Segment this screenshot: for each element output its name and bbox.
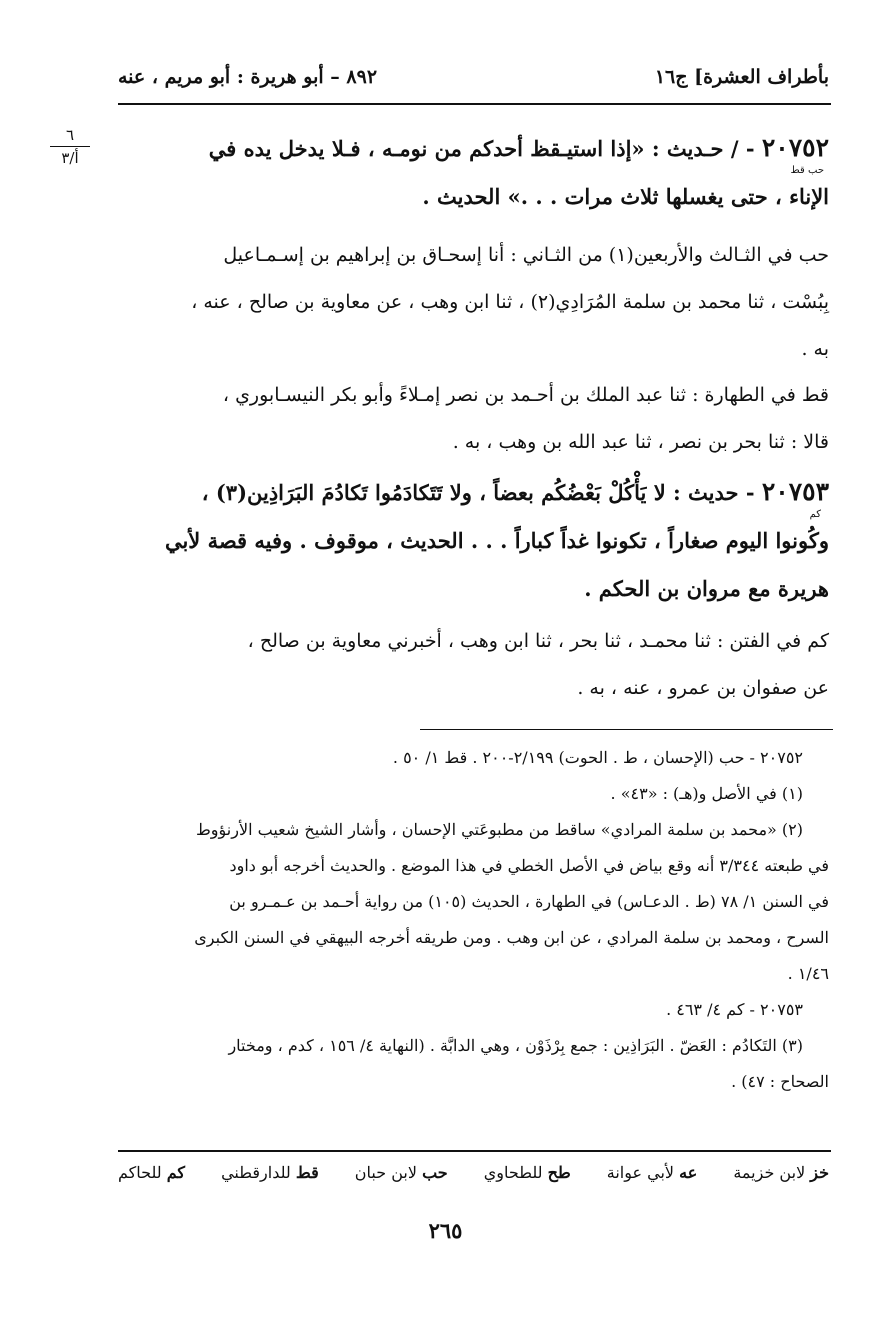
hadith-20753-line1	[118, 468, 829, 517]
prose-line: حب في الثـالث والأربعين(١) من الثـاني : أنا إسحـاق بن إبراهيم بن إسـمـاعيل	[223, 244, 829, 266]
footnote-3-cont: الصحاح : ٤٧) .	[731, 1072, 829, 1091]
footnote-2-cont: في السنن ١/ ٧٨ (ط . الدعـاس) في الطهارة ، الحديث (١٠٥) من رواية أحـمد بن عـمـرو بن	[229, 892, 829, 911]
abbrev-code: كم	[166, 1163, 186, 1182]
hadith-text: وكُونوا اليوم صغاراً ، تكونوا غداً كباراً . . . الحديث ، موقوف . وفيه قصة لأبي	[164, 528, 829, 553]
header-divider	[118, 103, 831, 105]
abbrev-code: حب	[422, 1163, 448, 1182]
page-number: ٢٦٥	[428, 1218, 463, 1243]
margin-ref-top: ٦	[65, 126, 75, 144]
running-header-section: ٨٩٢ – أبو هريرة : أبو مريم ، عنه	[118, 66, 378, 88]
abbrev-item	[733, 1163, 829, 1193]
prose-line: قالا : ثنا بحر بن نصر ، ثنا عبد الله بن وهب ، به .	[452, 431, 829, 453]
footnote-ref-20752: ٢٠٧٥٢ - حب (الإحسان ، ط . الحوت) ٢/١٩٩-٢٠٠ . قط ١/ ٥٠ .	[392, 748, 803, 767]
prose-line: كم في الفتن : ثنا محمـد ، ثنا بحر ، ثنا ابن وهب ، أخبرني معاوية بن صالح ،	[247, 630, 829, 652]
abbrev-name: لأبي عوانة	[606, 1163, 675, 1182]
source-sigla: كم	[809, 509, 821, 520]
hadith-20752-line1	[118, 124, 829, 173]
abbrev-code: عه	[679, 1163, 698, 1182]
hadith-20752	[118, 124, 829, 221]
abbrev-item	[221, 1163, 319, 1193]
paragraph-daraqutni	[118, 372, 829, 466]
running-header	[118, 62, 829, 92]
hadith-20752-line2	[118, 173, 829, 221]
abbreviation-key	[118, 1163, 829, 1193]
prose-line: به .	[801, 338, 829, 360]
abbrev-item	[484, 1163, 571, 1193]
prose-line: عن صفوان بن عمرو ، عنه ، به .	[577, 677, 829, 699]
abbrev-code: قط	[295, 1163, 319, 1182]
abbrev-name: لابن حبان	[354, 1163, 417, 1182]
running-header-book: بأطراف العشرة] ج١٦	[654, 66, 829, 88]
abbrev-item	[607, 1163, 698, 1193]
hadith-number: ٢٠٧٥٣	[761, 477, 829, 506]
footnote-2-cont: ١/٤٦ .	[787, 964, 829, 983]
paragraph-hakim	[118, 618, 829, 712]
abbrev-code: طح	[547, 1163, 571, 1182]
abbrev-item	[355, 1163, 448, 1193]
footer-divider	[118, 1150, 831, 1152]
hadith-text: هريرة مع مروان بن الحكم .	[584, 576, 829, 601]
abbrev-item	[118, 1163, 185, 1193]
hadith-number: ٢٠٧٥٢	[761, 133, 829, 162]
footnote-2-cont: السرح ، ومحمد بن سلمة المرادي ، عن ابن وهب . ومن طريقه أخرجه البيهقي في السنن الكبرى	[194, 928, 829, 947]
footnote-ref-20753: ٢٠٧٥٣ - كم ٤/ ٤٦٣ .	[666, 1000, 803, 1019]
hadith-text: - حديث : لا يَأْكُلْ بَعْضُكُم بعضاً ، ولا تَتَكادَمُوا تَكادُمَ البَرَاذِين(٣) ،	[201, 480, 755, 505]
footnote-2: (٢) «محمد بن سلمة المرادي» ساقط من مطبوعَتي الإحسان ، وأشار الشيخ شعيب الأرنؤوط	[195, 820, 803, 839]
hadith-text: الإناء ، حتى يغسلها ثلاث مرات . . .» الحديث .	[422, 184, 829, 209]
prose-line: بِبُسْت ، ثنا محمد بن سلمة المُرَادِي(٢) ، ثنا ابن وهب ، عن معاوية بن صالح ، عنه ،	[191, 291, 829, 313]
footnote-1: (١) في الأصل و(هـ) : «٤٣» .	[610, 784, 803, 803]
abbrev-name: للطحاوي	[483, 1163, 543, 1182]
footnote-3: (٣) التَكادُم : العَضّ . البَرَاذِين : جمع بِرْذَوْن ، وهي الدابَّة . (النهاية ٤/ ١٥٦ ، كدم ، ومختار	[228, 1036, 803, 1055]
footnote-divider	[420, 729, 833, 730]
abbrev-name: لابن خزيمة	[733, 1163, 806, 1182]
source-sigla: حب قط	[790, 165, 824, 176]
abbrev-code: خز	[810, 1163, 829, 1182]
abbrev-name: للحاكم	[118, 1163, 162, 1182]
hadith-20753	[118, 468, 829, 613]
abbrev-name: للدارقطني	[221, 1163, 291, 1182]
prose-line: قط في الطهارة : ثنا عبد الملك بن أحـمد بن نصر إمـلاءً وأبو بكر النيسـابوري ،	[222, 384, 829, 406]
margin-ref-divider	[50, 146, 90, 147]
margin-ref-bottom: أ/٣	[61, 149, 79, 167]
margin-manuscript-ref	[44, 126, 96, 167]
footnote-2-cont: في طبعته ٣/٣٤٤ أنه وقع بياض في الأصل الخطي في هذا الموضع . والحديث أخرجه أبو داود	[229, 856, 829, 875]
footnotes	[118, 740, 829, 1100]
hadith-text: - / حـديث : «إذا استيـقظ أحدكم من نومـه ، فـلا يدخل يده في	[208, 136, 755, 161]
paragraph-ibn-hibban	[118, 232, 829, 373]
